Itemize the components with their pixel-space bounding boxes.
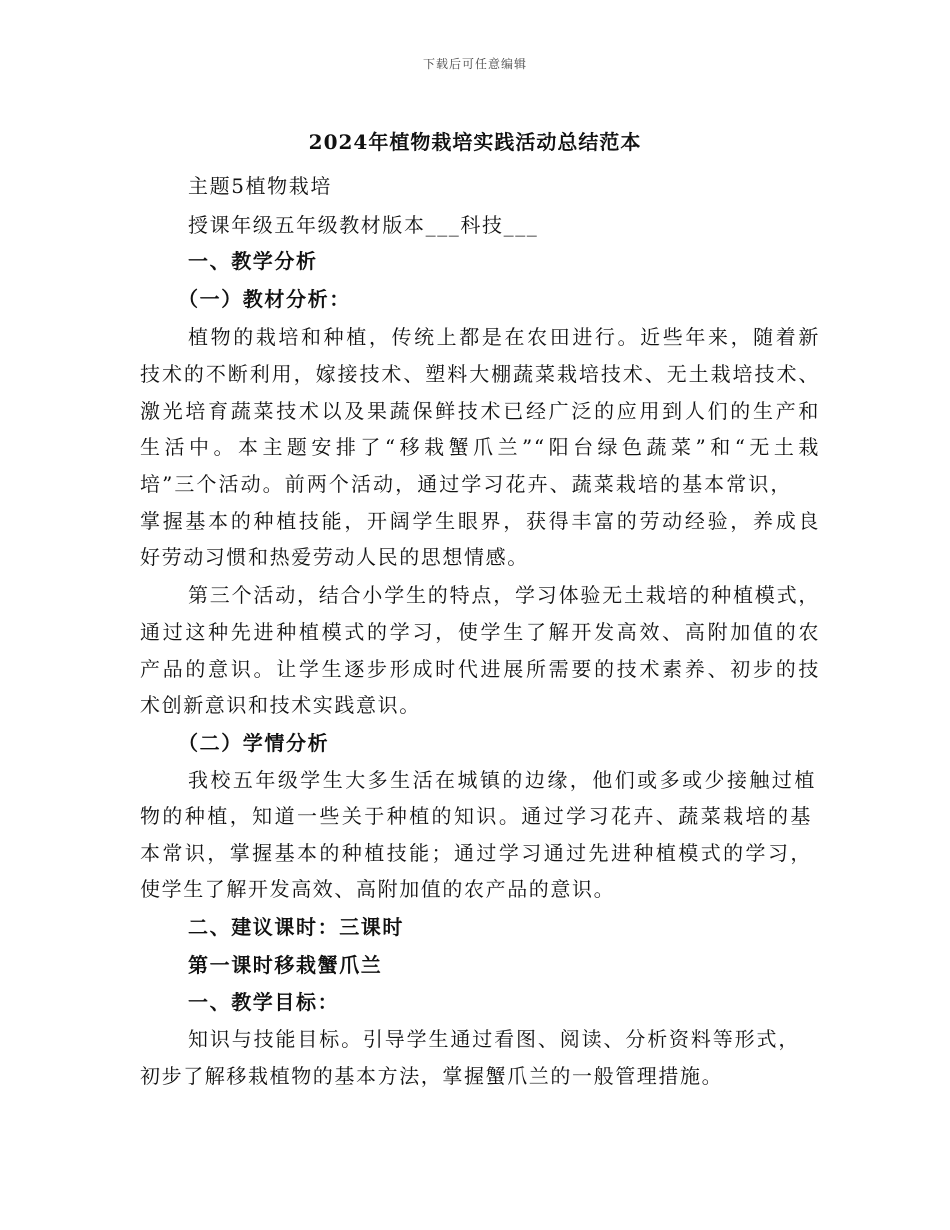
paragraph-line: 知识与技能目标。引导学生通过看图、阅读、分析资料等形式， xyxy=(188,1027,800,1051)
paragraph-line: 初步了解移栽植物的基本方法，掌握蟹爪兰的一般管理措施。 xyxy=(140,1064,724,1088)
paragraph-line: 我校五年级学生大多生活在城镇的边缘，他们或多或少接触过植 xyxy=(188,768,816,792)
paragraph-line: 生活中。本主题安排了“移栽蟹爪兰”“阳台绿色蔬菜”和“无土栽 xyxy=(140,435,820,459)
theme-line: 主题5植物栽培 xyxy=(188,174,332,198)
paragraph-line: 产品的意识。让学生逐步形成时代进展所需要的技术素养、初步的技 xyxy=(140,657,820,681)
paragraph-line: 物的种植，知道一些关于种植的知识。通过学习花卉、蔬菜栽培的基 xyxy=(140,804,812,828)
paragraph-line: 使学生了解开发高效、高附加值的农产品的意识。 xyxy=(140,877,616,901)
download-note: 下载后可任意编辑 xyxy=(422,57,527,71)
paragraph-line: 技术的不断利用，嫁接技术、塑料大棚蔬菜栽培技术、无土栽培技术、 xyxy=(140,362,820,386)
grade-edition-line: 授课年级五年级教材版本___科技___ xyxy=(188,213,539,237)
section-heading-suggested-hours: 二、建议课时：三课时 xyxy=(188,915,404,939)
paragraph-line: 本常识，掌握基本的种植技能；通过学习通过先进种植模式的学习， xyxy=(140,841,812,865)
paragraph-line: 植物的栽培和种植，传统上都是在农田进行。近些年来，随着新 xyxy=(188,325,820,349)
paragraph-line: 通过这种先进种植模式的学习，使学生了解开发高效、高附加值的农 xyxy=(140,620,820,644)
section-heading-teaching-analysis: 一、教学分析 xyxy=(188,249,318,273)
section-heading-teaching-goals: 一、教学目标： xyxy=(188,990,340,1014)
paragraph-line: 术创新意识和技术实践意识。 xyxy=(140,693,421,717)
subsection-heading-material-analysis: （一）教材分析： xyxy=(178,287,351,311)
paragraph-line: 激光培育蔬菜技术以及果蔬保鲜技术已经广泛的应用到人们的生产和 xyxy=(140,399,820,423)
paragraph-line: 培”三个活动。前两个活动，通过学习花卉、蔬菜栽培的基本常识， xyxy=(140,472,792,496)
subsection-heading-student-analysis: （二）学情分析 xyxy=(178,731,330,755)
document-title: 2024年植物栽培实践活动总结范本 xyxy=(308,130,642,154)
paragraph-line: 第三个活动，结合小学生的特点，学习体验无土栽培的种植模式， xyxy=(188,583,820,607)
paragraph-line: 掌握基本的种植技能，开阔学生眼界，获得丰富的劳动经验，养成良 xyxy=(140,509,820,533)
lesson-heading-first: 第一课时移栽蟹爪兰 xyxy=(188,953,383,977)
paragraph-line: 好劳动习惯和热爱劳动人民的思想情感。 xyxy=(140,545,529,569)
